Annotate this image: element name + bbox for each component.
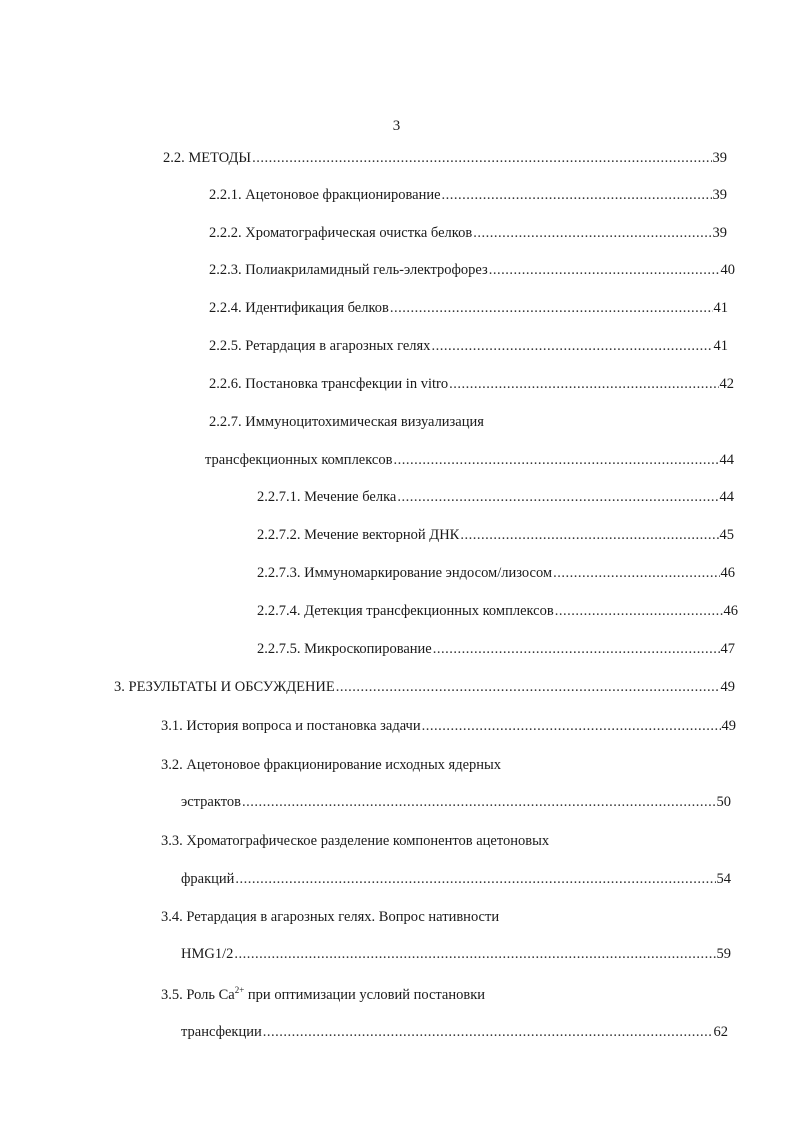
- toc-entry-2-2-7[interactable]: [205, 450, 734, 470]
- toc-page-number: 42: [719, 376, 734, 392]
- toc-title: 3.1. История вопроса и постановка задачи: [161, 718, 421, 734]
- toc-entry-2-2-5[interactable]: [209, 336, 728, 356]
- toc-title: 2.2. МЕТОДЫ: [163, 150, 252, 166]
- toc-page-number: 45: [719, 527, 734, 543]
- toc-title: 2.2.7.5. Микроскопирование: [257, 641, 432, 657]
- toc-entry-2-2-7-4[interactable]: [257, 601, 738, 621]
- toc-title: 2.2.1. Ацетоновое фракционирование: [209, 187, 441, 203]
- toc-entry-3-1[interactable]: [161, 716, 736, 736]
- toc-title: трансфекции: [181, 1024, 262, 1040]
- toc-entry-2-2-3[interactable]: [209, 260, 735, 280]
- toc-page-number: 62: [713, 1024, 728, 1040]
- toc-entry-2-2-7-2[interactable]: [257, 525, 734, 545]
- toc-title: 2.2.5. Ретардация в агарозных гелях: [209, 338, 431, 354]
- toc-page-number: 39: [712, 225, 727, 241]
- toc-title: 3. РЕЗУЛЬТАТЫ И ОБСУЖДЕНИЕ: [114, 679, 335, 695]
- toc-entry-3-4-line1[interactable]: 3.4. Ретардация в агарозных гелях. Вопрос нативности: [161, 909, 500, 925]
- toc-leader: [234, 944, 715, 964]
- toc-entry-results[interactable]: [114, 677, 735, 697]
- toc-leader: [553, 563, 719, 583]
- toc-leader: [390, 298, 713, 318]
- toc-page-number: 46: [720, 565, 735, 581]
- toc-leader: [263, 1022, 713, 1042]
- toc-entry-3-4[interactable]: [181, 944, 731, 964]
- toc-leader: [442, 185, 712, 205]
- toc-page-number: 49: [720, 679, 735, 695]
- toc-title: 2.2.7.4. Детекция трансфекционных комплексов: [257, 603, 554, 619]
- toc-title: 2.2.4. Идентификация белков: [209, 300, 389, 316]
- toc-title: эстрактов: [181, 794, 241, 810]
- toc-title: фракций: [181, 871, 235, 887]
- toc-page-number: 47: [720, 641, 735, 657]
- toc-entry-3-5-line1[interactable]: [161, 985, 485, 1005]
- toc-entry-methods[interactable]: [163, 148, 727, 168]
- toc-title: 2.2.6. Постановка трансфекции in vitro: [209, 376, 449, 392]
- toc-page-number: 41: [713, 338, 728, 354]
- toc-entry-2-2-7-3[interactable]: [257, 563, 735, 583]
- toc-page-number: 49: [721, 718, 736, 734]
- toc-leader: [555, 601, 723, 621]
- toc-page-number: 44: [719, 489, 734, 505]
- toc-entry-2-2-7-5[interactable]: [257, 639, 735, 659]
- toc-leader: [393, 450, 718, 470]
- toc-page-number: 39: [712, 187, 727, 203]
- toc-title: 2.2.7.3. Иммуномаркирование эндосом/лизосом: [257, 565, 553, 581]
- toc-page-number: 41: [713, 300, 728, 316]
- toc-title-part: 3.5. Роль Ca: [161, 987, 235, 1003]
- toc-page-number: 46: [723, 603, 738, 619]
- toc-leader: [473, 223, 711, 243]
- toc-page-number: 50: [716, 794, 731, 810]
- toc-entry-3-2-line1[interactable]: 3.2. Ацетоновое фракционирование исходных ядерных: [161, 757, 502, 773]
- toc-leader: [449, 374, 718, 394]
- toc-title: 2.2.7.1. Мечение белка: [257, 489, 397, 505]
- toc-leader: [336, 677, 720, 697]
- toc-title: 2.2.7.2. Мечение векторной ДНК: [257, 527, 460, 543]
- toc-leader: [422, 716, 721, 736]
- toc-leader: [242, 792, 716, 812]
- toc-entry-2-2-7-1[interactable]: [257, 487, 734, 507]
- toc-leader: [460, 525, 718, 545]
- superscript-charge: 2+: [234, 985, 245, 995]
- toc-entry-2-2-7-line1[interactable]: 2.2.7. Иммуноцитохимическая визуализация: [209, 414, 484, 430]
- page-number: 3: [392, 118, 401, 134]
- toc-title: 2.2.2. Хроматографическая очистка белков: [209, 225, 473, 241]
- toc-leader: [235, 869, 715, 889]
- toc-entry-2-2-2[interactable]: [209, 223, 727, 243]
- toc-entry-3-3[interactable]: [181, 869, 731, 889]
- toc-page-number: 40: [720, 262, 735, 278]
- toc-entry-2-2-1[interactable]: [209, 185, 727, 205]
- toc-entry-3-5[interactable]: [181, 1022, 728, 1042]
- toc-page-number: 44: [719, 452, 734, 468]
- toc-entry-2-2-6[interactable]: [209, 374, 734, 394]
- toc-leader: [252, 148, 711, 168]
- toc-leader: [489, 260, 720, 280]
- toc-entry-3-2[interactable]: [181, 792, 731, 812]
- toc-leader: [397, 487, 718, 507]
- toc-title: 2.2.3. Полиакриламидный гель-электрофорез: [209, 262, 488, 278]
- toc-title: трансфекционных комплексов: [205, 452, 393, 468]
- toc-leader: [431, 336, 712, 356]
- toc-entry-2-2-4[interactable]: [209, 298, 728, 318]
- toc-title: HMG1/2: [181, 946, 234, 962]
- toc-leader: [433, 639, 720, 659]
- toc-page-number: 54: [716, 871, 731, 887]
- toc-page-number: 39: [712, 150, 727, 166]
- toc-page-number: 59: [716, 946, 731, 962]
- toc-title-part: при оптимизации условий постановки: [244, 987, 486, 1003]
- toc-entry-3-3-line1[interactable]: 3.3. Хроматографическое разделение компонентов ацетоновых: [161, 833, 550, 849]
